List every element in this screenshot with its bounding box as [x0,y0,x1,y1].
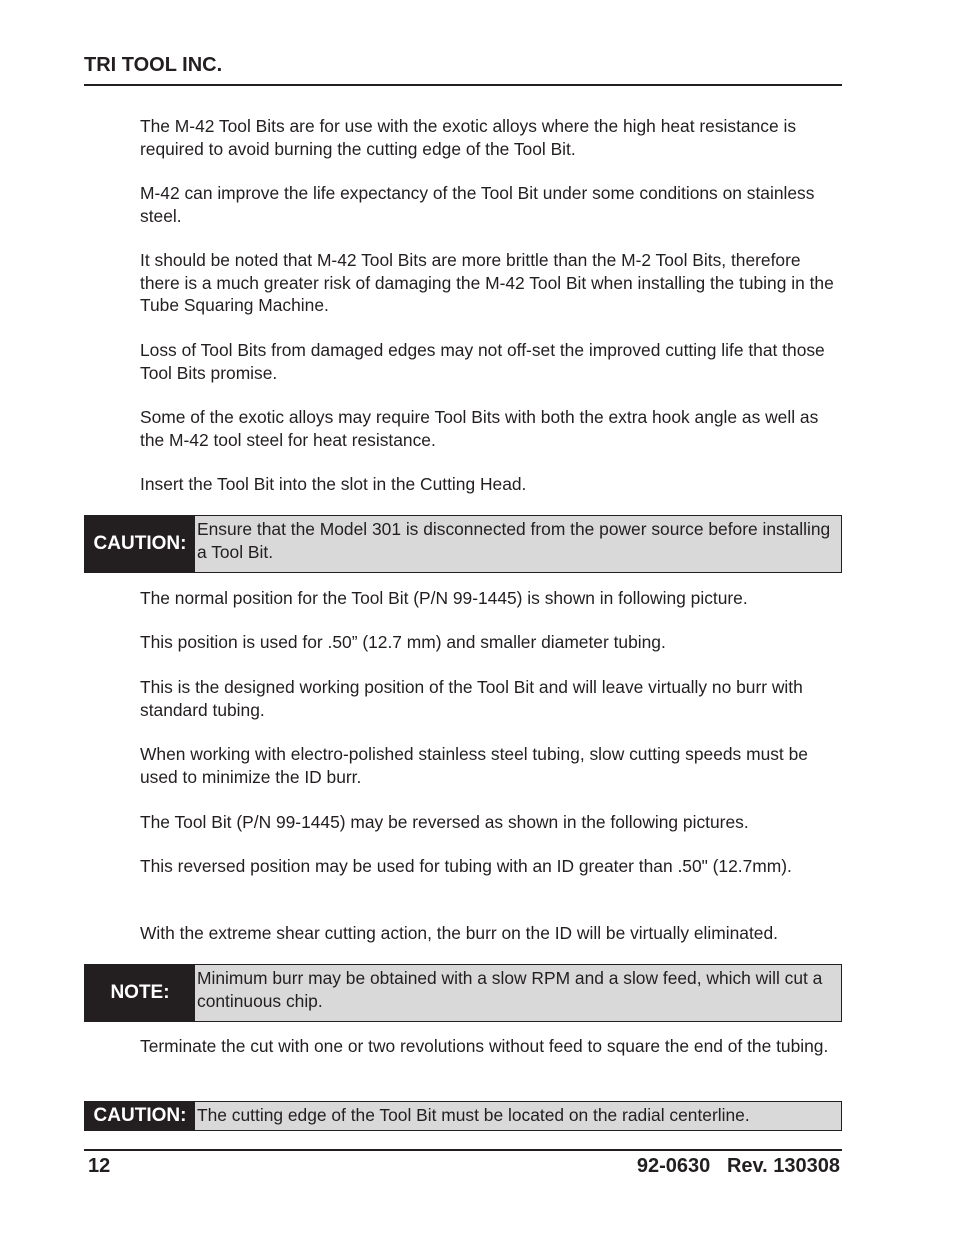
paragraph: Terminate the cut with one or two revolutions without feed to square the end of the tubing. [140,1036,829,1056]
caution-text: Ensure that the Model 301 is disconnected from the power source before installing a Tool Bit. [197,519,831,562]
paragraph: Loss of Tool Bits from damaged edges may not off-set the improved cutting life that those Tool Bits promise. [140,340,825,383]
paragraph: It should be noted that M-42 Tool Bits are more brittle than the M-2 Tool Bits, therefore there is a much greater risk of damaging the M-42 Tool Bit when installing the tubing in the Tube Squaring Machine. [140,250,834,316]
paragraph: This position is used for .50” (12.7 mm) and smaller diameter tubing. [140,632,666,652]
header-rule [84,84,842,86]
footer-rule [84,1149,842,1151]
paragraph: With the extreme shear cutting action, the burr on the ID will be virtually eliminated. [140,923,778,943]
paragraph: The normal position for the Tool Bit (P/N 99-1445) is shown in following picture. [140,588,748,608]
paragraph: Insert the Tool Bit into the slot in the Cutting Head. [140,474,527,494]
note-box [84,964,842,1022]
paragraph: Some of the exotic alloys may require Tool Bits with both the extra hook angle as well as the M-42 tool steel for heat resistance. [140,407,819,450]
paragraph: This reversed position may be used for tubing with an ID greater than .50" (12.7mm). [140,856,792,876]
paragraph: M-42 can improve the life expectancy of the Tool Bit under some conditions on stainless steel. [140,183,815,226]
caution-box [84,515,842,573]
caution-label: CAUTION: [85,516,195,572]
paragraph: The M-42 Tool Bits are for use with the exotic alloys where the high heat resistance is required to avoid burning the cutting edge of the Tool Bit. [140,116,797,159]
caution-text: The cutting edge of the Tool Bit must be located on the radial centerline. [197,1105,750,1125]
paragraph: When working with electro-polished stainless steel tubing, slow cutting speeds must be used to minimize the ID burr. [140,744,808,787]
document-revision: 92-0630 Rev. 130308 [636,1155,840,1177]
paragraph: This is the designed working position of the Tool Bit and will leave virtually no burr with standard tubing. [140,677,803,720]
note-text: Minimum burr may be obtained with a slow RPM and a slow feed, which will cut a continuous chip. [197,968,823,1011]
caution-label: CAUTION: [85,1102,195,1130]
company-header: TRI TOOL INC. [84,54,223,76]
note-label: NOTE: [85,965,195,1021]
caution-box [84,1101,842,1131]
page-number: 12 [88,1155,111,1177]
paragraph: The Tool Bit (P/N 99-1445) may be reversed as shown in the following pictures. [140,812,749,832]
